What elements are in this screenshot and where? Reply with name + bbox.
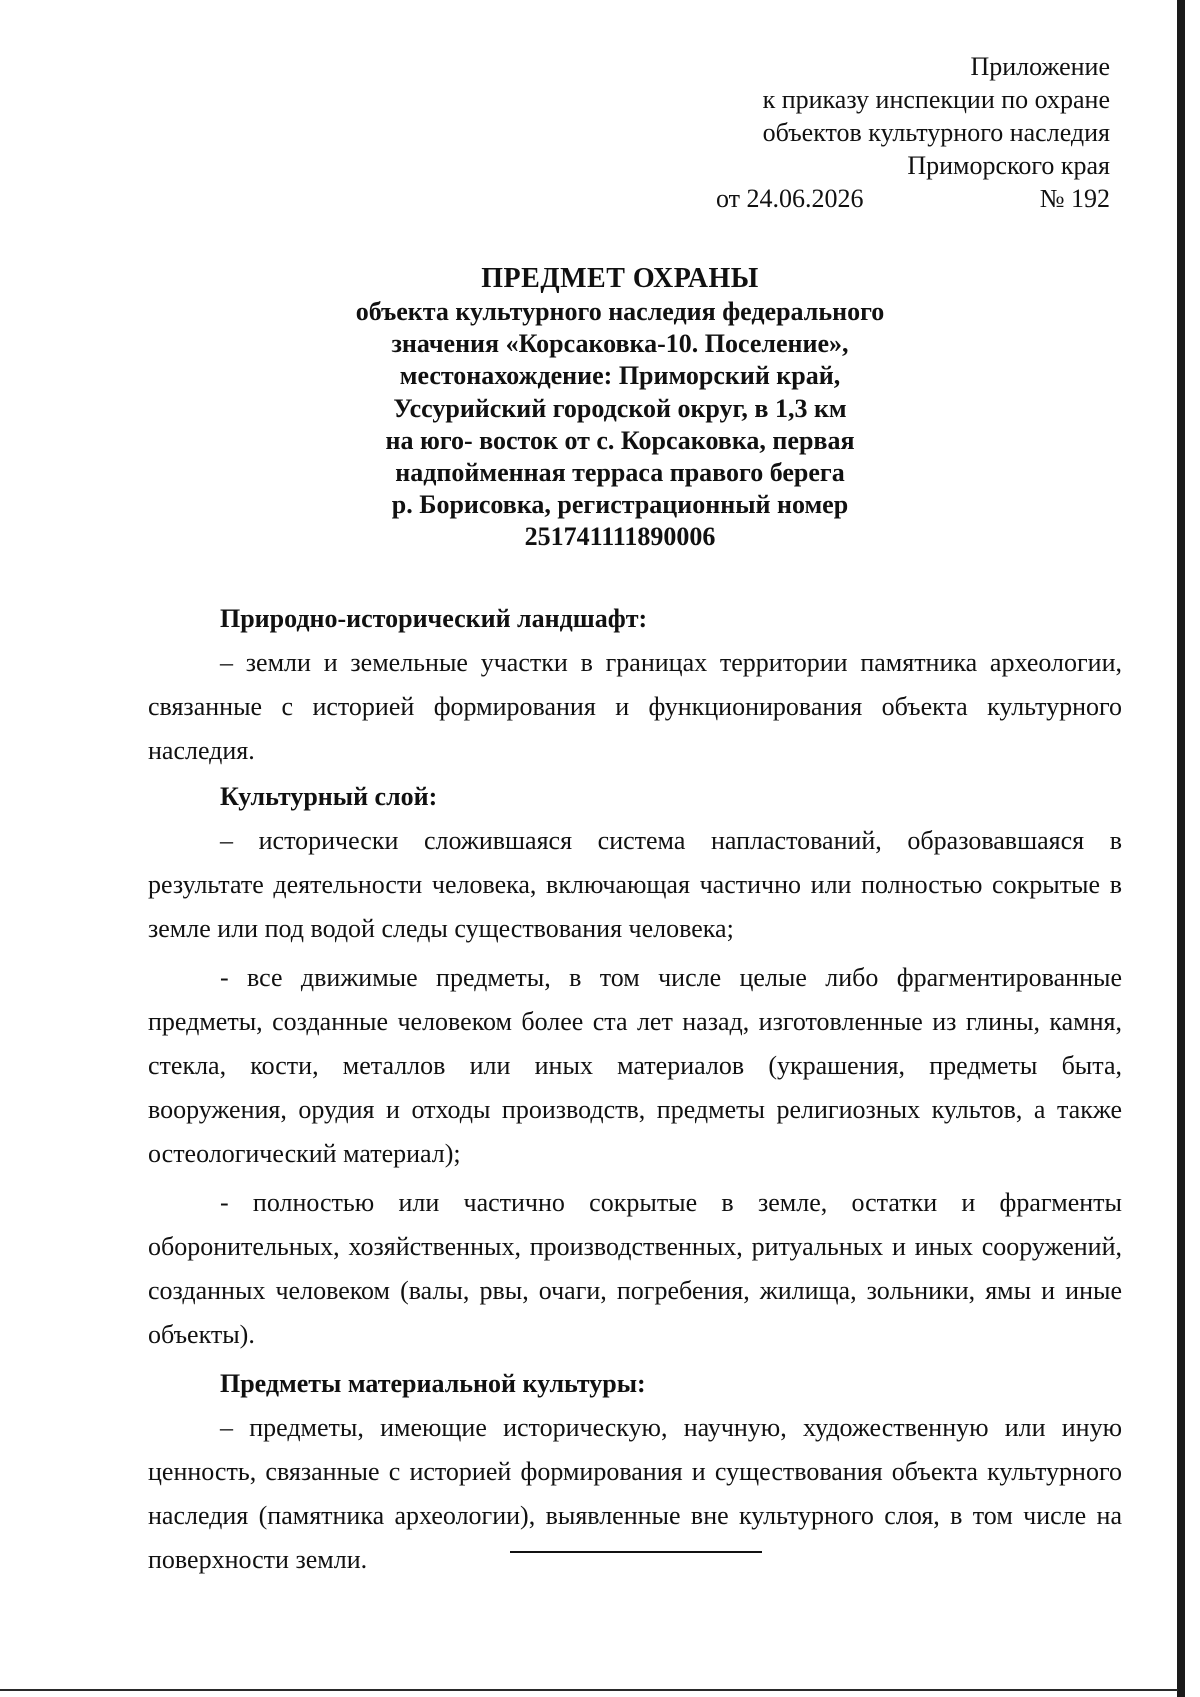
title-line: надпойменная терраса правого берега: [395, 458, 845, 488]
order-date-number: [620, 182, 1110, 215]
scan-bottom-line: [0, 1689, 1178, 1691]
section-heading-cultural-layer: Культурный слой:: [220, 782, 438, 811]
title-line: на юго- восток от с. Корсаковка, первая: [385, 425, 855, 455]
title-line: значения «Корсаковка-10. Поселение»,: [391, 329, 849, 359]
title-line: местонахождение: Приморский край,: [399, 361, 841, 391]
section-heading-landscape: Природно-исторический ландшафт:: [220, 604, 648, 633]
end-divider: [510, 1551, 762, 1553]
cultural-layer-item: – исторически сложившаяся система напластований, образовавшаяся в результате деятельности человека, включающая частично или полностью сокрытые в земле или под водой следы существования человека;: [148, 826, 1122, 943]
order-number: № 192: [1039, 184, 1110, 213]
section-heading-material-culture: Предметы материальной культуры:: [220, 1369, 646, 1398]
region-name: Приморского края: [907, 151, 1110, 180]
landscape-item: – земли и земельные участки в границах территории памятника археологии, связанные с историей формирования и функционирования объекта культурного наследия.: [148, 648, 1122, 765]
appendix-label: Приложение: [970, 52, 1110, 81]
inspection-name: объектов культурного наследия: [762, 118, 1110, 147]
cultural-layer-item: - все движимые предметы, в том числе целые либо фрагментированные предметы, созданные человеком более ста лет назад, изготовленные из глины, камня, стекла, кости, металлов или иных материалов (украшения, предметы быта, вооружения, орудия и отходы производств, предметы религиозных культов, а также остеологический материал);: [148, 963, 1122, 1168]
appendix-header: [620, 50, 1110, 215]
title-main: ПРЕДМЕТ ОХРАНЫ: [481, 263, 759, 294]
title-line: объекта культурного наследия федерального: [355, 297, 885, 326]
title-subtitle: [300, 296, 940, 554]
scan-edge-line: [1177, 0, 1185, 1697]
registration-number: 251741111890006: [524, 522, 716, 552]
title-line: р. Борисовка, регистрационный номер: [391, 490, 849, 520]
document-body: [148, 597, 1122, 1582]
cultural-layer-item: - полностью или частично сокрытые в земле, остатки и фрагменты оборонительных, хозяйственных, производственных, ритуальных и иных сооружений, созданных человеком (валы, рвы, очаги, погребения, жилища, зольники, ямы и иные объекты).: [148, 1188, 1122, 1349]
title-line: Уссурийский городской округ, в 1,3 км: [393, 393, 847, 423]
order-date: от 24.06.2026: [716, 184, 864, 213]
material-culture-item: – предметы, имеющие историческую, научную, художественную или иную ценность, связанные с историей формирования и существования объекта культурного наследия (памятника археологии), выявленные вне культурного слоя, в том числе на поверхности земли.: [148, 1413, 1122, 1574]
order-reference: к приказу инспекции по охране: [762, 85, 1110, 114]
document-title: [300, 262, 940, 554]
